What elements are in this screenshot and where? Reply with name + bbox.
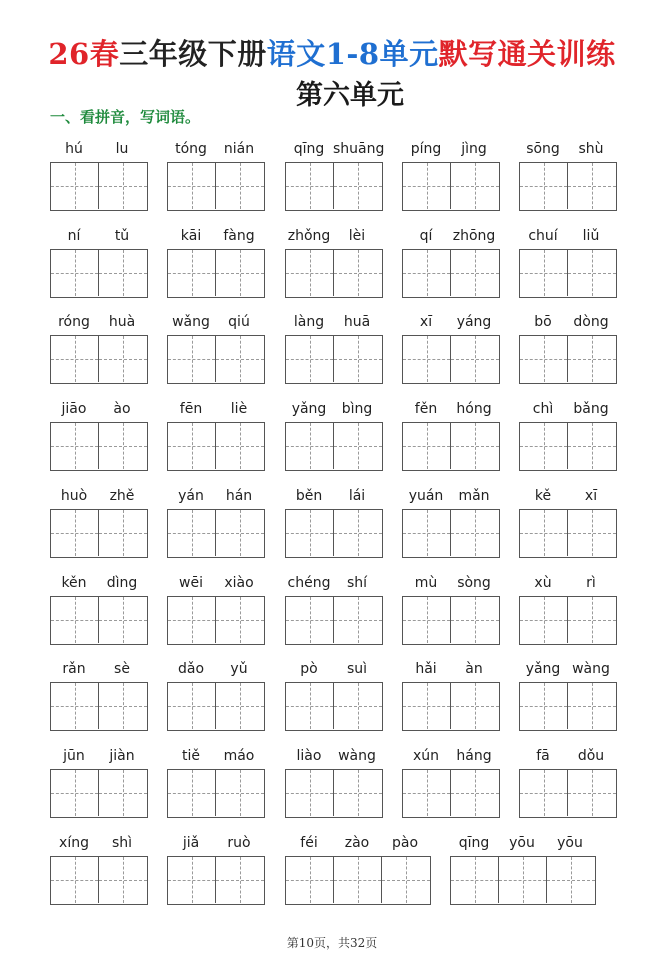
pinyin-syllable: liào [296,747,322,764]
pinyin-row [285,660,381,680]
pinyin-syllable: làng [293,314,325,331]
pinyin-syllable: nián [223,141,255,157]
pinyin-row [50,313,146,333]
tianzige-cell[interactable] [286,423,334,469]
writing-boxes [519,596,617,645]
tianzige-cell[interactable] [51,250,99,296]
pinyin-syllable: qīng [293,141,325,157]
pinyin-syllable: sōng [526,141,560,157]
tianzige-cell[interactable] [216,163,264,209]
tianzige-cell[interactable] [168,336,216,382]
pinyin-row [519,660,615,680]
pinyin-row [402,227,498,247]
writing-boxes [285,856,431,905]
writing-boxes [285,509,383,558]
pinyin-row [402,487,498,507]
tianzige-cell[interactable] [520,597,568,643]
pinyin-syllable: zhǒng [287,227,331,244]
writing-boxes [50,335,148,384]
writing-boxes [167,249,265,298]
writing-boxes [50,422,148,471]
pinyin-row [167,227,263,247]
pinyin-row [285,834,429,854]
tianzige-cell[interactable] [520,163,568,209]
tianzige-cell[interactable] [216,683,264,729]
tianzige-cell[interactable] [51,857,99,903]
writing-boxes [167,422,265,471]
pinyin-syllable: róng [58,314,90,331]
tianzige-cell[interactable] [216,770,264,816]
tianzige-cell[interactable] [51,510,99,556]
tianzige-cell[interactable] [216,250,264,296]
pinyin-syllable: mù [414,574,438,591]
pinyin-row [167,487,263,507]
pinyin-syllable: jūn [63,747,85,764]
pinyin-row [167,834,263,854]
pinyin-syllable: sè [114,661,130,678]
writing-boxes [519,422,617,471]
pinyin-row [285,487,381,507]
writing-boxes [519,682,617,731]
pinyin-row [402,313,498,333]
tianzige-cell[interactable] [568,423,616,469]
tianzige-cell[interactable] [451,423,499,469]
pinyin-syllable: fěn [414,401,438,418]
pinyin-row [519,487,615,507]
writing-boxes [285,596,383,645]
pinyin-syllable: hán [225,487,253,504]
tianzige-cell[interactable] [334,597,382,643]
pinyin-syllable: shù [578,141,604,157]
pinyin-syllable: yáng [456,314,492,331]
pinyin-syllable: xún [412,747,440,764]
writing-boxes [285,335,383,384]
writing-boxes [50,856,148,905]
pinyin-syllable: huā [343,314,371,331]
tianzige-cell[interactable] [99,857,147,903]
pinyin-row [519,400,615,420]
tianzige-cell[interactable] [168,510,216,556]
pinyin-syllable: wàng [338,747,376,764]
tianzige-cell[interactable] [286,683,334,729]
tianzige-cell[interactable] [403,683,451,729]
pinyin-syllable: běn [295,487,323,504]
pinyin-syllable: xíng [59,834,89,851]
tianzige-cell[interactable] [520,336,568,382]
pinyin-row [285,747,381,767]
pinyin-syllable: píng [410,141,442,157]
title-segment: 26春 [48,37,120,71]
pinyin-syllable: qí [419,227,433,244]
pinyin-syllable: liǔ [582,227,600,244]
writing-boxes [167,162,265,211]
pinyin-syllable: zhōng [452,227,496,244]
tianzige-cell[interactable] [334,423,382,469]
pinyin-syllable: dǎo [177,661,205,678]
pinyin-syllable: àn [465,661,483,678]
pinyin-row [50,140,146,160]
pinyin-row [450,834,594,854]
tianzige-cell[interactable] [451,683,499,729]
title-segment: 语文1-8单元 [266,37,439,71]
pinyin-row [519,747,615,767]
tianzige-cell[interactable] [99,423,147,469]
pinyin-syllable: xiào [224,574,254,591]
writing-boxes [50,509,148,558]
pinyin-syllable: xī [419,314,433,331]
pinyin-syllable: dòng [573,314,609,331]
pinyin-syllable: suì [346,661,368,678]
pinyin-row [50,747,146,767]
tianzige-cell[interactable] [216,857,264,903]
pinyin-syllable: féi [300,834,318,851]
pinyin-syllable: yán [178,487,204,504]
tianzige-cell[interactable] [286,597,334,643]
pinyin-syllable: ní [67,227,81,244]
tianzige-cell[interactable] [51,163,99,209]
pinyin-syllable: kāi [180,227,202,244]
writing-boxes [50,162,148,211]
pinyin-syllable: rì [586,574,596,591]
pinyin-syllable: tǔ [114,227,130,244]
pinyin-row [285,227,381,247]
pinyin-row [402,747,498,767]
tianzige-cell[interactable] [168,163,216,209]
tianzige-cell[interactable] [286,510,334,556]
tianzige-cell[interactable] [568,683,616,729]
pinyin-syllable: yǎng [525,661,561,678]
pinyin-syllable: jiàn [109,747,135,764]
pinyin-syllable: yōu [557,834,583,851]
pinyin-row [167,574,263,594]
writing-boxes [285,682,383,731]
pinyin-syllable: wēi [179,574,203,591]
tianzige-cell[interactable] [286,770,334,816]
title-segment: 默写通关训练 [438,37,616,71]
tianzige-cell[interactable] [51,336,99,382]
pinyin-syllable: lèi [348,227,366,244]
tianzige-cell[interactable] [216,510,264,556]
title-segment: 三年级下册 [119,37,267,71]
pinyin-syllable: kěn [61,574,87,591]
writing-boxes [402,249,500,298]
writing-boxes [402,682,500,731]
writing-boxes [519,249,617,298]
pinyin-syllable: huò [60,487,88,504]
pinyin-syllable: bìng [341,401,373,418]
tianzige-cell[interactable] [286,857,334,903]
pinyin-syllable: yuán [408,487,444,504]
tianzige-cell[interactable] [99,597,147,643]
tianzige-cell[interactable] [334,683,382,729]
writing-boxes [167,856,265,905]
pinyin-syllable: hǎi [415,661,437,678]
tianzige-cell[interactable] [334,163,382,209]
pinyin-syllable: jiǎ [182,834,200,851]
pinyin-syllable: háng [456,747,492,764]
pinyin-row [50,487,146,507]
tianzige-cell[interactable] [99,770,147,816]
tianzige-cell[interactable] [520,250,568,296]
tianzige-cell[interactable] [168,250,216,296]
pinyin-syllable: shì [111,834,133,851]
pinyin-syllable: bō [534,314,552,331]
tianzige-cell[interactable] [99,163,147,209]
pinyin-syllable: yǔ [230,661,248,678]
tianzige-cell[interactable] [403,423,451,469]
pinyin-syllable: rǎn [62,661,86,678]
writing-boxes [519,335,617,384]
pinyin-syllable: dìng [106,574,138,591]
pinyin-syllable: chéng [287,574,331,591]
pinyin-syllable: máo [223,747,255,764]
pinyin-syllable: fā [536,747,550,764]
pinyin-syllable: shí [346,574,368,591]
tianzige-cell[interactable] [99,510,147,556]
tianzige-cell[interactable] [51,770,99,816]
pinyin-row [167,747,263,767]
tianzige-cell[interactable] [334,857,382,903]
pinyin-row [285,313,381,333]
pinyin-syllable: huà [108,314,136,331]
pinyin-row [402,660,498,680]
writing-boxes [519,509,617,558]
pinyin-row [50,400,146,420]
pinyin-syllable: hú [65,141,83,157]
writing-boxes [402,162,500,211]
page-footer: 第10页，共32页 [286,936,378,950]
pinyin-row [285,400,381,420]
pinyin-row [50,834,146,854]
pinyin-syllable: shuāng [333,141,385,157]
pinyin-syllable: liè [230,401,248,418]
pinyin-syllable: bǎng [573,401,609,418]
tianzige-cell[interactable] [451,163,499,209]
writing-boxes [402,769,500,818]
pinyin-syllable: yōu [509,834,535,851]
pinyin-row [50,574,146,594]
writing-boxes [402,335,500,384]
pinyin-syllable: pò [300,661,318,678]
pinyin-syllable: yǎng [291,401,327,418]
writing-boxes [402,422,500,471]
tianzige-cell[interactable] [216,423,264,469]
tianzige-cell[interactable] [403,510,451,556]
pinyin-row [285,140,385,160]
pinyin-row [50,660,146,680]
tianzige-cell[interactable] [334,510,382,556]
tianzige-cell[interactable] [216,336,264,382]
tianzige-cell[interactable] [286,336,334,382]
pinyin-syllable: tóng [175,141,207,157]
tianzige-cell[interactable] [99,250,147,296]
tianzige-cell[interactable] [451,857,499,903]
pinyin-row [285,574,381,594]
writing-boxes [285,422,383,471]
writing-boxes [167,509,265,558]
tianzige-cell[interactable] [568,250,616,296]
pinyin-syllable: wàng [572,661,610,678]
tianzige-cell[interactable] [568,336,616,382]
tianzige-cell[interactable] [51,597,99,643]
tianzige-cell[interactable] [51,423,99,469]
section-heading: 一、看拼音，写词语。 [50,108,201,126]
pinyin-syllable: zào [344,834,370,851]
writing-boxes [167,596,265,645]
tianzige-cell[interactable] [168,857,216,903]
tianzige-cell[interactable] [520,423,568,469]
writing-boxes [519,769,617,818]
tianzige-cell[interactable] [168,423,216,469]
pinyin-row [402,140,498,160]
writing-boxes [402,596,500,645]
pinyin-syllable: pào [391,834,419,851]
tianzige-cell[interactable] [334,250,382,296]
tianzige-cell[interactable] [568,163,616,209]
pinyin-row [519,227,615,247]
tianzige-cell[interactable] [547,857,595,903]
tianzige-cell[interactable] [451,250,499,296]
pinyin-row [402,574,498,594]
tianzige-cell[interactable] [403,250,451,296]
tianzige-cell[interactable] [99,683,147,729]
writing-boxes [50,682,148,731]
pinyin-syllable: tiě [182,747,200,764]
tianzige-cell[interactable] [499,857,547,903]
pinyin-syllable: ruò [227,834,251,851]
pinyin-syllable: xù [534,574,552,591]
pinyin-syllable: qīng [458,834,490,851]
pinyin-syllable: chì [532,401,554,418]
pinyin-syllable: sòng [457,574,491,591]
writing-boxes [50,596,148,645]
writing-boxes [402,509,500,558]
pinyin-syllable: dǒu [577,747,605,764]
tianzige-cell[interactable] [168,770,216,816]
pinyin-syllable: kě [534,487,552,504]
pinyin-row [167,400,263,420]
pinyin-syllable: qiú [228,314,250,331]
pinyin-row [519,313,615,333]
tianzige-cell[interactable] [520,770,568,816]
tianzige-cell[interactable] [451,597,499,643]
tianzige-cell[interactable] [403,770,451,816]
writing-boxes [50,769,148,818]
pinyin-syllable: xī [584,487,598,504]
pinyin-syllable: lu [115,141,129,157]
writing-boxes [285,249,383,298]
pinyin-row [519,574,615,594]
tianzige-cell[interactable] [99,336,147,382]
pinyin-syllable: mǎn [458,487,490,504]
pinyin-row [167,313,263,333]
tianzige-cell[interactable] [286,250,334,296]
writing-boxes [167,682,265,731]
tianzige-cell[interactable] [51,683,99,729]
pinyin-syllable: lái [348,487,366,504]
tianzige-cell[interactable] [168,683,216,729]
tianzige-cell[interactable] [168,597,216,643]
pinyin-syllable: fēn [179,401,203,418]
pinyin-syllable: ào [113,401,131,418]
tianzige-cell[interactable] [568,770,616,816]
pinyin-row [167,140,263,160]
tianzige-cell[interactable] [382,857,430,903]
pinyin-syllable: jìng [461,141,487,157]
tianzige-cell[interactable] [403,336,451,382]
pinyin-syllable: hóng [456,401,492,418]
tianzige-cell[interactable] [520,683,568,729]
tianzige-cell[interactable] [334,336,382,382]
tianzige-cell[interactable] [451,770,499,816]
pinyin-syllable: jiāo [61,401,87,418]
pinyin-syllable: fàng [223,227,255,244]
writing-boxes [285,162,383,211]
tianzige-cell[interactable] [286,163,334,209]
pinyin-syllable: zhě [109,487,135,504]
writing-boxes [167,769,265,818]
tianzige-cell[interactable] [403,163,451,209]
tianzige-cell[interactable] [568,597,616,643]
writing-boxes [50,249,148,298]
tianzige-cell[interactable] [568,510,616,556]
tianzige-cell[interactable] [403,597,451,643]
pinyin-row [50,227,146,247]
pinyin-row [167,660,263,680]
writing-boxes [285,769,383,818]
pinyin-syllable: chuí [528,227,558,244]
tianzige-cell[interactable] [520,510,568,556]
unit-subtitle: 第六单元 [296,80,404,111]
pinyin-row [519,140,615,160]
pinyin-row [402,400,498,420]
tianzige-cell[interactable] [216,597,264,643]
tianzige-cell[interactable] [451,510,499,556]
tianzige-cell[interactable] [334,770,382,816]
writing-boxes [519,162,617,211]
pinyin-syllable: wǎng [172,314,210,331]
tianzige-cell[interactable] [451,336,499,382]
writing-boxes [450,856,596,905]
writing-boxes [167,335,265,384]
